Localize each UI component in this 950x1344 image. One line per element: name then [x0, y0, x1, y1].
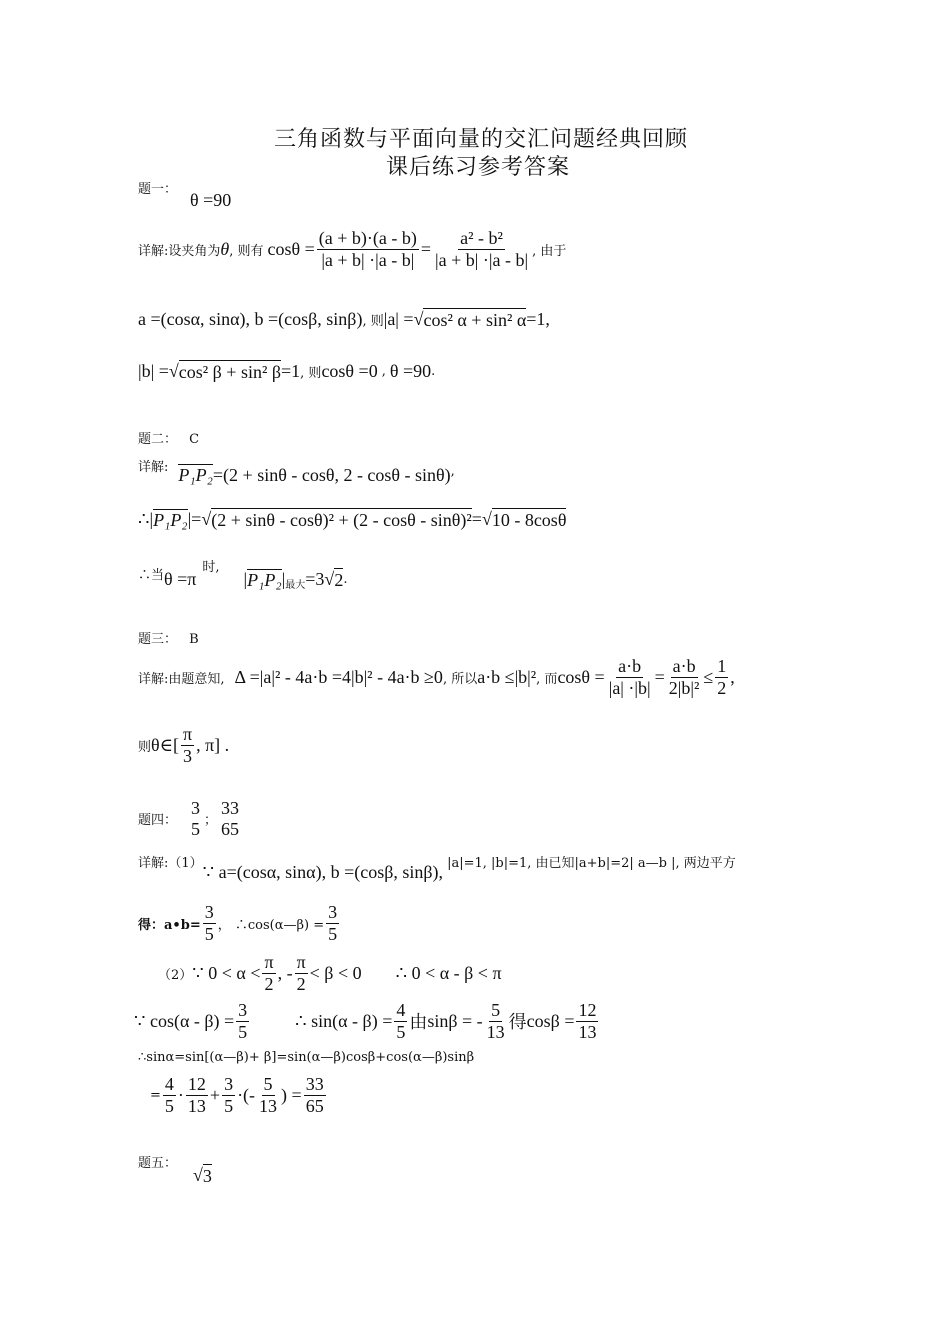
q3-cos: cosθ = — [557, 666, 605, 687]
q2-vec: P₁P₂ — [178, 465, 213, 485]
q3-frac1-den: |a| ·|b| — [608, 677, 651, 698]
q4-ans1-num: 3 — [191, 798, 201, 818]
q4-label: 题四： — [138, 813, 178, 829]
q2-detail-label: 详解: — [138, 460, 169, 475]
q4-f-d-num: 5 — [263, 1074, 273, 1094]
q4-detail-label: 详解:（1） — [138, 856, 203, 871]
q2-detail-line2 — [138, 508, 566, 531]
q4-p2-pi-num: π — [264, 952, 274, 972]
q2-sqrt-sign2: √ — [481, 509, 492, 529]
q4-p2-pi-den2: 2 — [296, 973, 306, 994]
q4-f-c — [222, 1074, 235, 1116]
q2-eq1: =(2 + sinθ - cosθ, 2 - cosθ - sinθ) — [212, 464, 451, 485]
q2-when: ∴当 — [138, 568, 165, 583]
q3-detail-line2 — [138, 724, 229, 766]
q4-f-c-num: 3 — [224, 1074, 234, 1094]
q1-detail-prefix: 详解:设夹角为 — [138, 243, 221, 259]
q4-b2-den: 5 — [238, 1021, 248, 1042]
q4-get-frac — [203, 902, 216, 944]
q4-f-plus: + — [209, 1084, 221, 1105]
q4-ans2-den: 65 — [221, 818, 240, 839]
q3-delta: Δ =|a|² - 4a·b =4|b|² - 4a·b ≥0 — [234, 666, 443, 687]
q4-get-den: 5 — [204, 923, 214, 944]
doc-subtitle: 课后练习参考答案 — [386, 155, 571, 180]
q4-s-num: 4 — [396, 1000, 406, 1020]
q4-header — [138, 798, 243, 839]
q4-f-dot: · — [177, 1084, 184, 1105]
q3-so: , 所以 — [442, 671, 478, 687]
q3-range-end: , π] . — [196, 734, 230, 755]
q4-detail-line1 — [138, 852, 736, 883]
q2-eq2: = — [471, 509, 482, 529]
q4-f-a-num: 4 — [164, 1074, 174, 1094]
q4-b2-num: 3 — [238, 1000, 248, 1020]
q2-label — [138, 428, 199, 447]
doc-title: 三角函数与平面向量的交汇问题经典回顾 — [274, 127, 689, 152]
q1-frac2 — [433, 228, 530, 270]
q3-frac1-num: a·b — [618, 656, 642, 676]
q4-f-b-den: 13 — [187, 1095, 206, 1116]
q3-then: 则 — [138, 739, 152, 755]
q1-eq: = — [420, 238, 432, 259]
q1-then2: , 则 — [300, 366, 322, 381]
q2-sqrt2-sign: √ — [324, 569, 335, 589]
q2-mag-open: | — [149, 509, 154, 529]
q4-sinb: sinβ = - — [427, 1010, 483, 1031]
q4-p2-pi-frac — [262, 952, 275, 994]
q2-max-sub: 最大 — [285, 580, 306, 591]
q3-eq-mid: = — [654, 666, 665, 687]
q3-frac1 — [607, 656, 653, 698]
q1-detail-line3 — [138, 360, 435, 383]
q1-frac1 — [317, 228, 419, 270]
q4-ans1 — [189, 798, 202, 839]
q3-pi-den: 3 — [183, 745, 193, 766]
q2-sqrt2: 2 — [334, 570, 344, 590]
q4-part2-label: （2） — [158, 967, 193, 983]
q1-frac2-den: |a + b| ·|a - b| — [435, 249, 529, 270]
q3-pi-frac — [181, 724, 194, 766]
q4-ans1-den: 5 — [191, 818, 201, 839]
q4-cos-den: 5 — [328, 923, 338, 944]
q1-detail-tail: , 由于 — [532, 243, 567, 259]
q1-frac2-num: a² - b² — [460, 228, 503, 248]
q2-sqrt-expr: (2 + sinθ - cosθ)² + (2 - cosθ - sinθ)² — [211, 510, 472, 530]
q4-cosb-den: 13 — [578, 1021, 597, 1042]
q4-sinb-frac — [485, 1000, 507, 1042]
q4-p2-pi-num2: π — [296, 952, 306, 972]
q4-cosb-frac — [576, 1000, 598, 1042]
q3-frac2 — [667, 656, 702, 698]
q4-cos-num: 3 — [328, 902, 338, 922]
q1-cos: cosθ = — [267, 238, 315, 259]
q4-sinb-num: 5 — [491, 1000, 501, 1020]
q3-half — [715, 656, 728, 698]
q1-cos-zero: cosθ =0 — [321, 361, 378, 381]
q3-label-text: 题三： — [138, 632, 178, 647]
q3-frac2-den: 2|b|² — [668, 677, 700, 698]
q2-mag-close: |= — [187, 509, 202, 529]
q2-therefore: ∴ — [138, 509, 150, 529]
q1-comma: , — [381, 364, 386, 379]
q1-sqrt-sign-a: √ — [413, 309, 424, 329]
q1-eq1: =1 — [281, 361, 301, 381]
q1-dot: . — [431, 364, 436, 379]
q4-from: 由 — [409, 1012, 428, 1033]
q4-get2: 得 — [508, 1012, 527, 1033]
q1-detail-line1 — [138, 228, 566, 270]
q3-frac2-num: a·b — [672, 656, 696, 676]
q4-part2-line — [158, 952, 502, 994]
q4-s-frac — [394, 1000, 407, 1042]
q4-f-b — [186, 1074, 208, 1116]
q3-detail-text: 详解:由题意知, — [138, 671, 225, 687]
q4-ans2 — [219, 798, 241, 839]
q4-get: 得：a•b= — [138, 917, 201, 933]
q5-sqrt-sign: √ — [193, 1165, 203, 1185]
q4-f-res-num: 33 — [305, 1074, 324, 1094]
q2-eq1-tail: , — [450, 463, 455, 479]
q4-f-c-den: 5 — [224, 1095, 234, 1116]
q3-half-num: 1 — [717, 656, 727, 676]
q4-s-den: 5 — [396, 1021, 406, 1042]
q4-f-d — [257, 1074, 279, 1116]
q4-detail-line2 — [138, 902, 341, 944]
q1-detail-line2 — [138, 308, 550, 331]
q2-sqrt-expr2: 10 - 8cosθ — [491, 510, 567, 530]
q1-frac1-num: (a + b)·(a - b) — [318, 228, 417, 248]
q3-label — [138, 628, 199, 647]
q4-sinb-den: 13 — [486, 1021, 505, 1042]
q3-and: , 而 — [536, 671, 558, 687]
q4-p2-pi-den: 2 — [264, 973, 274, 994]
q5-label: 题五： — [138, 1156, 178, 1171]
q2-theta-pi: θ =π — [164, 569, 197, 589]
q1-sqrt-b: cos² β + sin² β — [178, 362, 282, 382]
q4-f-b-num: 12 — [187, 1074, 206, 1094]
q3-pi-num: π — [182, 724, 193, 744]
q2-max-val: =3 — [305, 569, 325, 589]
q4-f-a — [163, 1074, 176, 1116]
q1-sqrt-sign-b: √ — [168, 361, 179, 381]
q4-f-d-den: 13 — [259, 1095, 278, 1116]
q4-because2: ∵ cos(α - β) = — [134, 1010, 235, 1031]
q3-answer: B — [189, 632, 199, 647]
q4-p2-mid: , - — [277, 962, 293, 983]
q1-theta90: θ =90 — [389, 361, 432, 381]
q4-get-num: 3 — [204, 902, 214, 922]
q1-vectors: a =(cosα, sinα), b =(cosβ, sinβ) — [138, 309, 363, 329]
q4-cosb: cosβ = — [526, 1010, 575, 1031]
q2-label-text: 题二： — [138, 432, 178, 447]
q2-detail-line3 — [138, 556, 347, 591]
q4-f-a-den: 5 — [164, 1095, 174, 1116]
q4-f-mul: ·(- — [237, 1084, 256, 1105]
q3-le: ≤ — [703, 666, 714, 687]
q3-ineq: a·b ≤|b|² — [477, 666, 537, 687]
q2-vec3: P₁P₂ — [247, 569, 282, 590]
q4-sum-line: ∴sinα=sin[(α—β)+ β]=sin(α—β)cosβ+cos(α—β)sinβ — [138, 1050, 475, 1065]
q2-answer: C — [189, 432, 200, 447]
q4-p2-result: ∴ 0 < α - β < π — [395, 962, 502, 983]
q1-detail-mid: , 则有 — [229, 243, 264, 259]
q4-norms: |a|=1, |b|=1, 由已知|a+b|=2| a—b |, 两边平方 — [447, 856, 736, 871]
q4-cos-frac — [326, 902, 339, 944]
q4-cosb-num: 12 — [578, 1000, 597, 1020]
q2-mag-close2: | — [281, 569, 286, 589]
q4-b2-frac — [236, 1000, 249, 1042]
q4-semicolon: ； — [204, 813, 218, 829]
q4-part2-range: ∵ 0 < α < — [192, 962, 261, 983]
q1-answer: θ =90 — [190, 190, 232, 210]
q1-mag-b: |b| = — [138, 361, 169, 381]
q1-label: 题一： — [138, 182, 178, 197]
q3-range-start: θ∈[ — [151, 734, 179, 755]
q4-f-res — [304, 1074, 326, 1116]
q1-theta: θ — [220, 238, 230, 259]
q1-then: , 则 — [362, 314, 384, 329]
q1-mag-a: |a| = — [383, 309, 414, 329]
q3-half-den: 2 — [717, 677, 727, 698]
q4-detail-line3 — [134, 1000, 600, 1042]
q2-vec2: P₁P₂ — [153, 509, 188, 530]
q4-final-line — [150, 1074, 328, 1116]
q2-end: . — [343, 572, 348, 587]
q2-detail-line1 — [138, 456, 455, 486]
q5-line — [138, 1152, 212, 1187]
q4-p2-pi-frac2 — [295, 952, 308, 994]
q4-final-prefix: = — [150, 1087, 161, 1103]
q4-therefore-cos: ， ∴cos(α—β) = — [217, 917, 325, 933]
q4-f-res-den: 65 — [305, 1095, 324, 1116]
q1-frac1-den: |a + b| ·|a - b| — [321, 249, 415, 270]
q1-sqrt-a: cos² α + sin² α — [423, 310, 527, 330]
q1-line2-end: =1, — [526, 309, 550, 329]
q2-sqrt-sign: √ — [201, 509, 212, 529]
q4-p2-mid-tail: < β < 0 — [309, 962, 362, 983]
q4-ans2-num: 33 — [221, 798, 240, 818]
q5-answer: 3 — [202, 1166, 212, 1186]
q4-f-close: ) = — [281, 1084, 302, 1105]
q3-comma: , — [730, 666, 735, 687]
q4-because: ∵ a=(cosα, sinα), b =(cosβ, sinβ), — [202, 862, 444, 882]
q4-therefore-sin: ∴ sin(α - β) = — [295, 1010, 393, 1031]
q2-time: 时, — [202, 560, 220, 575]
q3-detail-line1 — [138, 656, 735, 698]
q2-mag-open2: | — [243, 569, 248, 589]
